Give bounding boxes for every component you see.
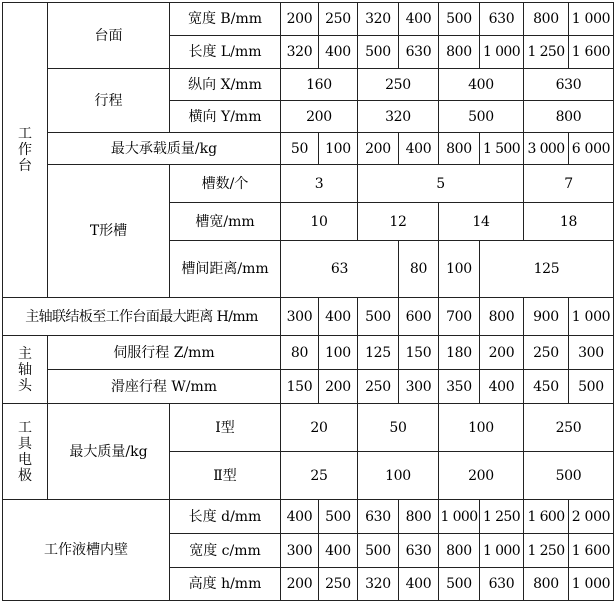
table-cell: 320 — [281, 36, 319, 69]
table-row — [3, 69, 614, 101]
table-cell: 1 250 — [524, 534, 569, 568]
table-cell: 500 — [569, 370, 614, 404]
tslot-pitch-label: 槽间距离/mm — [170, 241, 281, 298]
tslot-width-label: 槽宽/mm — [170, 203, 281, 241]
table-cell: 1 250 — [524, 36, 569, 69]
table-cell: 400 — [439, 69, 524, 101]
tank-label: 工作液槽内壁 — [3, 500, 170, 601]
type2-label: Ⅱ型 — [170, 452, 281, 500]
travel-y-label: 横向 Y/mm — [170, 101, 281, 133]
table-cell: 100 — [319, 133, 358, 165]
table-cell: 630 — [399, 36, 439, 69]
tank-width-label: 宽度 c/mm — [170, 534, 281, 568]
table-cell: 500 — [358, 36, 399, 69]
table-cell: 400 — [319, 36, 358, 69]
table-cell: 320 — [358, 568, 399, 601]
table-cell: 200 — [281, 568, 319, 601]
table-row — [3, 298, 614, 336]
type1-label: Ⅰ型 — [170, 404, 281, 452]
table-cell: 400 — [399, 568, 439, 601]
table-cell: 400 — [319, 298, 358, 336]
table-cell: 1 000 — [569, 568, 614, 601]
table-cell: 300 — [399, 370, 439, 404]
table-cell: 3 000 — [524, 133, 569, 165]
table-cell: 250 — [358, 69, 439, 101]
table-cell: 800 — [439, 534, 480, 568]
table-cell: 600 — [399, 298, 439, 336]
table-cell: 1 000 — [439, 500, 480, 534]
table-cell: 100 — [358, 452, 439, 500]
table-cell: 800 — [524, 101, 614, 133]
table-cell: 150 — [399, 336, 439, 370]
table-cell: 630 — [524, 69, 614, 101]
table-cell: 250 — [524, 336, 569, 370]
table-cell: 800 — [480, 298, 524, 336]
table-cell: 700 — [439, 298, 480, 336]
table-row — [3, 3, 614, 36]
table-cell: 25 — [281, 452, 358, 500]
table-cell: 400 — [399, 133, 439, 165]
table-cell: 400 — [399, 3, 439, 36]
table-cell: 50 — [358, 404, 439, 452]
table-cell: 350 — [439, 370, 480, 404]
tslot-count-label: 槽数/个 — [170, 165, 281, 203]
electrode-group-label: 工 具 电 极 — [3, 404, 48, 500]
table-cell: 630 — [480, 568, 524, 601]
table-cell: 300 — [281, 298, 319, 336]
table-row — [3, 165, 614, 203]
table-cell: 800 — [524, 3, 569, 36]
table-cell: 300 — [281, 534, 319, 568]
table-cell: 250 — [524, 404, 614, 452]
worktable-group-label: 工 作 台 — [3, 3, 48, 298]
table-cell: 80 — [281, 336, 319, 370]
table-cell: 630 — [399, 534, 439, 568]
table-cell: 1 600 — [569, 36, 614, 69]
table-cell: 320 — [358, 3, 399, 36]
table-cell: 500 — [439, 568, 480, 601]
table-cell: 3 — [281, 165, 358, 203]
spindle-head-group-label: 主 轴 头 — [3, 336, 48, 404]
table-cell: 1 000 — [569, 3, 614, 36]
table-cell: 125 — [358, 336, 399, 370]
table-cell: 50 — [281, 133, 319, 165]
servo-z-label: 伺服行程 Z/mm — [48, 336, 281, 370]
table-cell: 200 — [319, 370, 358, 404]
table-cell: 125 — [480, 241, 614, 298]
tank-length-label: 长度 d/mm — [170, 500, 281, 534]
table-cell: 1 000 — [480, 36, 524, 69]
width-b-label: 宽度 B/mm — [170, 3, 281, 36]
spec-table — [2, 2, 614, 601]
table-cell: 400 — [281, 500, 319, 534]
tank-height-label: 高度 h/mm — [170, 568, 281, 601]
table-cell: 250 — [319, 3, 358, 36]
table-cell: 500 — [358, 534, 399, 568]
table-cell: 320 — [358, 101, 439, 133]
table-cell: 1 500 — [480, 133, 524, 165]
table-cell: 200 — [281, 3, 319, 36]
table-cell: 400 — [319, 534, 358, 568]
table-cell: 160 — [281, 69, 358, 101]
table-row — [3, 336, 614, 370]
slide-w-label: 滑座行程 W/mm — [48, 370, 281, 404]
table-cell: 200 — [281, 101, 358, 133]
table-cell: 630 — [358, 500, 399, 534]
table-cell: 250 — [358, 370, 399, 404]
table-cell: 100 — [439, 241, 480, 298]
table-cell: 80 — [399, 241, 439, 298]
table-cell: 5 — [358, 165, 524, 203]
table-cell: 500 — [358, 298, 399, 336]
table-cell: 1 000 — [569, 298, 614, 336]
table-cell: 150 — [281, 370, 319, 404]
table-cell: 10 — [281, 203, 358, 241]
table-cell: 2 000 — [569, 500, 614, 534]
travel-label: 行程 — [48, 69, 170, 133]
table-cell: 200 — [480, 336, 524, 370]
table-cell: 180 — [439, 336, 480, 370]
table-top-label: 台面 — [48, 3, 170, 69]
table-cell: 200 — [358, 133, 399, 165]
table-cell: 100 — [439, 404, 524, 452]
table-cell: 100 — [319, 336, 358, 370]
table-cell: 1 000 — [480, 534, 524, 568]
table-cell: 800 — [399, 500, 439, 534]
table-cell: 800 — [524, 568, 569, 601]
max-load-label: 最大承载质量/kg — [48, 133, 281, 165]
table-cell: 400 — [480, 370, 524, 404]
table-cell: 12 — [358, 203, 439, 241]
table-cell: 1 250 — [480, 500, 524, 534]
table-cell: 300 — [569, 336, 614, 370]
table-row — [3, 500, 614, 534]
table-row — [3, 370, 614, 404]
table-cell: 900 — [524, 298, 569, 336]
table-cell: 1 600 — [569, 534, 614, 568]
table-cell: 450 — [524, 370, 569, 404]
table-cell: 800 — [439, 36, 480, 69]
electrode-mass-label: 最大质量/kg — [48, 404, 170, 500]
spindle-distance-label: 主轴联结板至工作台面最大距离 H/mm — [3, 298, 281, 336]
table-cell: 500 — [439, 101, 524, 133]
table-cell: 1 600 — [524, 500, 569, 534]
table-row — [3, 133, 614, 165]
table-cell: 18 — [524, 203, 614, 241]
table-cell: 7 — [524, 165, 614, 203]
table-cell: 20 — [281, 404, 358, 452]
table-cell: 63 — [281, 241, 399, 298]
table-cell: 800 — [439, 133, 480, 165]
table-cell: 200 — [439, 452, 524, 500]
table-cell: 500 — [439, 3, 480, 36]
table-cell: 250 — [319, 568, 358, 601]
table-cell: 500 — [319, 500, 358, 534]
table-row — [3, 404, 614, 452]
table-cell: 14 — [439, 203, 524, 241]
travel-x-label: 纵向 X/mm — [170, 69, 281, 101]
table-cell: 500 — [524, 452, 614, 500]
table-cell: 630 — [480, 3, 524, 36]
length-l-label: 长度 L/mm — [170, 36, 281, 69]
tslot-label: T形槽 — [48, 165, 170, 298]
table-cell: 6 000 — [569, 133, 614, 165]
